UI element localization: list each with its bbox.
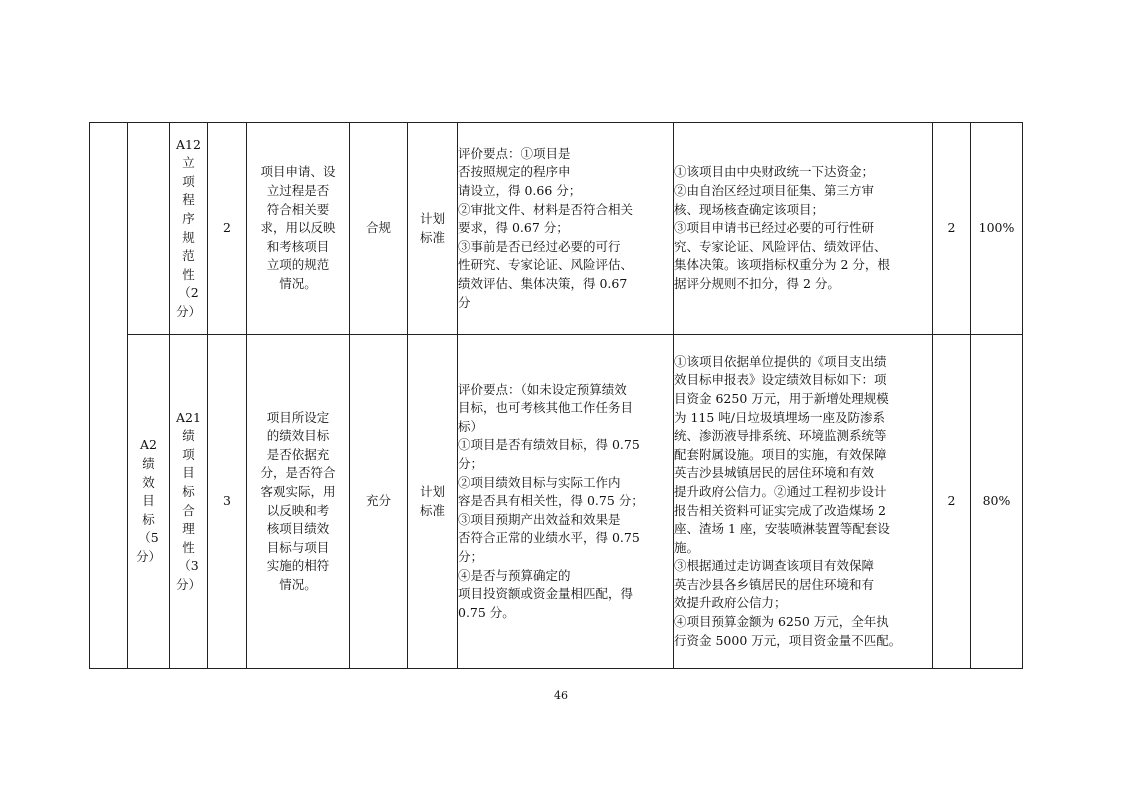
type-cell: 充分 (350, 335, 408, 669)
table-row-a12 (90, 123, 1023, 335)
category-name: A2 绩 效 目 标 （5 分） (135, 437, 161, 564)
score-cell: 2 (933, 123, 971, 335)
evaluation-table (89, 122, 1023, 669)
evaluation-method: 计划 标准 (419, 210, 445, 245)
weight-cell: 2 (208, 123, 247, 335)
indicator-name: A12 立 项 程 序 规 范 性 （2 分） (175, 136, 201, 319)
rate-cell: 80% (971, 335, 1023, 669)
type-cell: 合规 (350, 123, 408, 335)
explanation-cell (247, 335, 350, 669)
table-row-a21 (90, 335, 1023, 669)
method-cell (408, 335, 458, 669)
score-cell: 2 (933, 335, 971, 669)
indicator-explanation: 项目所设定 的绩效目标 是否依据充 分，是否符合 客观实际，用 以反映和考 核项目绩效 目标与项目 实施的相符 情况。 (260, 409, 336, 592)
page-number: 46 (554, 689, 568, 702)
indicator-explanation: 项目申请、设 立过程是否 符合相关要 求，用以反映 和考核项目 立项的规范 情况。 (260, 164, 336, 291)
indicator-name: A21 绩 项 目 标 合 理 性 （3 分） (175, 409, 201, 592)
indicator-cell (170, 335, 208, 669)
evaluation-method: 计划 标准 (419, 483, 445, 518)
criteria-cell: 评价要点：①项目是 否按照规定的程序申 请设立，得 0.66 分； ②审批文件、材料是否符合相关 要求，得 0.67 分； ③事前是否已经过必要的可行 性研究、专家论证、风险评估、 绩效评估、集体决策，得 0.67 分 (458, 123, 674, 335)
criteria-cell: 评价要点：（如未设定预算绩效 目标，也可考核其他工作任务目 标） ①项目是否有绩效目标，得 0.75 分； ②项目绩效目标与实际工作内 容是否具有相关性，得 0.75 分； ③项目预期产出效益和效果是 否符合正常的业绩水平，得 0.75 分； ④是否与预算确定的 项目投资额或资金量相匹配，得 0.75 分。 (458, 335, 674, 669)
analysis-cell: ①该项目由中央财政统一下达资金； ②由自治区经过项目征集、第三方审 核、现场核查确定该项目； ③项目申请书已经过必要的可行性研 究、专家论证、风险评估、绩效评估、 集体决策。该项指标权重分为 2 分，根 据评分规则不扣分，得 2 分。 (674, 123, 933, 335)
analysis-cell: ①该项目依据单位提供的《项目支出绩 效目标申报表》设定绩效目标如下：项 目资金 6250 万元，用于新增处理规模 为 115 吨/日垃圾填埋场一座及防渗系 统、渗沥液导排系统、环境监测系统等 配套附属设施。项目的实施，有效保障 英吉沙县城镇居民的居住环境和有效 提升政府公信力。②通过工程初步设计 报告相关资料可证实完成了改造煤场 2 座、渣场 1 座，安装喷淋装置等配套设 施。 ③根据通过走访调查该项目有效保障 英吉沙县各乡镇居民的居住环境和有 效提升政府公信力； ④项目预算金额为 6250 万元，全年执 行资金 5000 万元，项目资金量不匹配。 (674, 335, 933, 669)
level2-category-cell (128, 335, 170, 669)
indicator-cell (170, 123, 208, 335)
method-cell (408, 123, 458, 335)
rate-cell: 100% (971, 123, 1023, 335)
level2-category-cell (128, 123, 170, 335)
explanation-cell (247, 123, 350, 335)
level1-category-cell (90, 123, 128, 669)
weight-cell: 3 (208, 335, 247, 669)
